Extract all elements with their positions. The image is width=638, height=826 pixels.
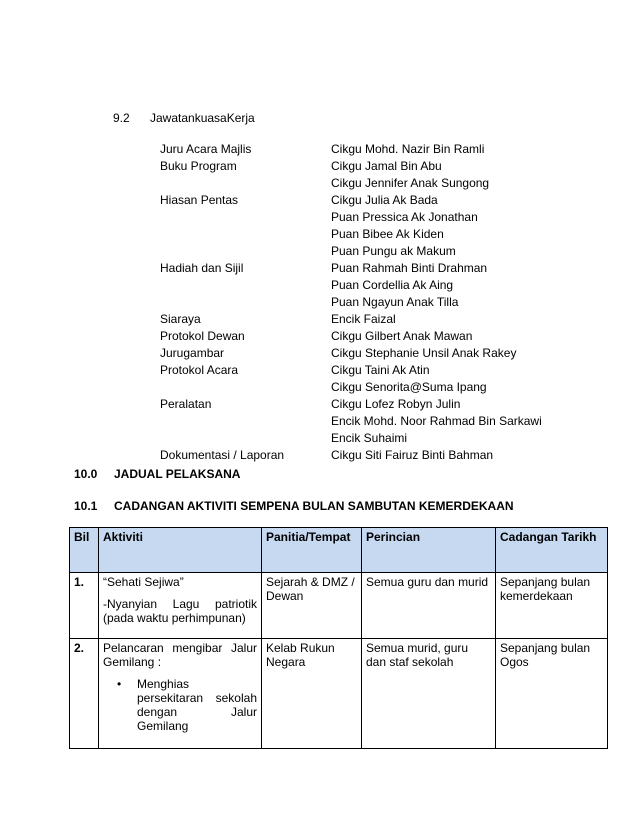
table-row bbox=[70, 639, 608, 749]
bullet-item bbox=[103, 677, 257, 733]
committee-member: Puan Rahmah Binti Drahman bbox=[331, 261, 488, 275]
committee-member: Cikgu Senorita@Suma Ipang bbox=[331, 380, 487, 394]
proposed-date-cell: Sepanjang bulan Ogos bbox=[496, 639, 608, 749]
committee-row bbox=[160, 430, 580, 447]
section-title: CADANGAN AKTIVITI SEMPENA BULAN SAMBUTAN KEMERDEKAAN bbox=[114, 499, 514, 513]
committee-row bbox=[160, 362, 580, 379]
section-number: 10.1 bbox=[74, 499, 98, 513]
committee-member: Cikgu Jamal Bin Abu bbox=[331, 159, 442, 173]
committee-row bbox=[160, 328, 580, 345]
committee-member: Puan Cordellia Ak Aing bbox=[331, 278, 454, 292]
committee-row bbox=[160, 345, 580, 362]
committee-member: Cikgu Julia Ak Bada bbox=[331, 193, 438, 207]
committee-row bbox=[160, 226, 580, 243]
committee-role: Hiasan Pentas bbox=[160, 193, 239, 207]
committee-row bbox=[160, 294, 580, 311]
committee-member: Encik Suhaimi bbox=[331, 431, 408, 445]
section-number: 9.2 bbox=[113, 111, 130, 125]
proposed-date-cell: Sepanjang bulan kemerdekaan bbox=[496, 573, 608, 639]
committee-member: Encik Mohd. Noor Rahmad Bin Sarkawi bbox=[331, 414, 542, 428]
header-aktiviti: Aktiviti bbox=[99, 528, 262, 573]
table-row bbox=[70, 573, 608, 639]
committee-role: Jurugambar bbox=[160, 346, 225, 360]
committee-member: Puan Pressica Ak Jonathan bbox=[331, 210, 478, 224]
activity-title: Pelancaran mengibar Jalur Gemilang : bbox=[103, 641, 257, 669]
committee-row bbox=[160, 413, 580, 430]
committee-row bbox=[160, 243, 580, 260]
header-panitia: Panitia/Tempat bbox=[262, 528, 362, 573]
committee-list bbox=[160, 141, 580, 464]
committee-row bbox=[160, 277, 580, 294]
committee-member: Puan Bibee Ak Kiden bbox=[331, 227, 444, 241]
committee-row bbox=[160, 158, 580, 175]
row-number: 1. bbox=[70, 573, 99, 639]
section-title: JawatankuasaKerja bbox=[150, 111, 255, 125]
committee-member: Cikgu Jennifer Anak Sungong bbox=[331, 176, 490, 190]
committee-member: Cikgu Siti Fairuz Binti Bahman bbox=[331, 448, 494, 462]
committee-role: Protokol Acara bbox=[160, 363, 239, 377]
committee-member: Cikgu Gilbert Anak Mawan bbox=[331, 329, 473, 343]
committee-member: Puan Ngayun Anak Tilla bbox=[331, 295, 459, 309]
committee-venue-cell: Sejarah & DMZ / Dewan bbox=[262, 573, 362, 639]
activity-detail: -Nyanyian Lagu patriotik (pada waktu perhimpunan) bbox=[103, 597, 257, 625]
header-perincian: Perincian bbox=[362, 528, 496, 573]
committee-member: Cikgu Mohd. Nazir Bin Ramli bbox=[331, 142, 485, 156]
section-number: 10.0 bbox=[74, 467, 98, 481]
committee-row bbox=[160, 260, 580, 277]
section-title: JADUAL PELAKSANA bbox=[114, 467, 241, 481]
committee-role: Buku Program bbox=[160, 159, 237, 173]
committee-row bbox=[160, 396, 580, 413]
activity-cell bbox=[99, 639, 262, 749]
bullet-text: Menghias persekitaran sekolah dengan Jalur Gemilang bbox=[137, 677, 257, 733]
committee-member: Cikgu Taini Ak Atin bbox=[331, 363, 430, 377]
activity-cell bbox=[99, 573, 262, 639]
table-header-row bbox=[70, 528, 608, 573]
committee-row bbox=[160, 192, 580, 209]
committee-member: Cikgu Lofez Robyn Julin bbox=[331, 397, 461, 411]
committee-role: Juru Acara Majlis bbox=[160, 142, 252, 156]
committee-role: Siaraya bbox=[160, 312, 201, 326]
committee-role: Protokol Dewan bbox=[160, 329, 245, 343]
committee-role: Dokumentasi / Laporan bbox=[160, 448, 285, 462]
bullet-icon: • bbox=[117, 677, 122, 691]
committee-role: Peralatan bbox=[160, 397, 212, 411]
committee-row bbox=[160, 447, 580, 464]
activity-table bbox=[69, 527, 608, 749]
committee-row bbox=[160, 209, 580, 226]
details-cell: Semua guru dan murid bbox=[362, 573, 496, 639]
committee-venue-cell: Kelab Rukun Negara bbox=[262, 639, 362, 749]
header-bil: Bil bbox=[70, 528, 99, 573]
committee-row bbox=[160, 175, 580, 192]
row-number: 2. bbox=[70, 639, 99, 749]
committee-row bbox=[160, 379, 580, 396]
committee-row bbox=[160, 311, 580, 328]
details-cell: Semua murid, guru dan staf sekolah bbox=[362, 639, 496, 749]
committee-member: Encik Faizal bbox=[331, 312, 396, 326]
activity-title: “Sehati Sejiwa” bbox=[103, 575, 184, 589]
header-cadangan: Cadangan Tarikh bbox=[496, 528, 608, 573]
committee-row bbox=[160, 141, 580, 158]
committee-member: Puan Pungu ak Makum bbox=[331, 244, 456, 258]
committee-role: Hadiah dan Sijil bbox=[160, 261, 244, 275]
committee-member: Cikgu Stephanie Unsil Anak Rakey bbox=[331, 346, 517, 360]
